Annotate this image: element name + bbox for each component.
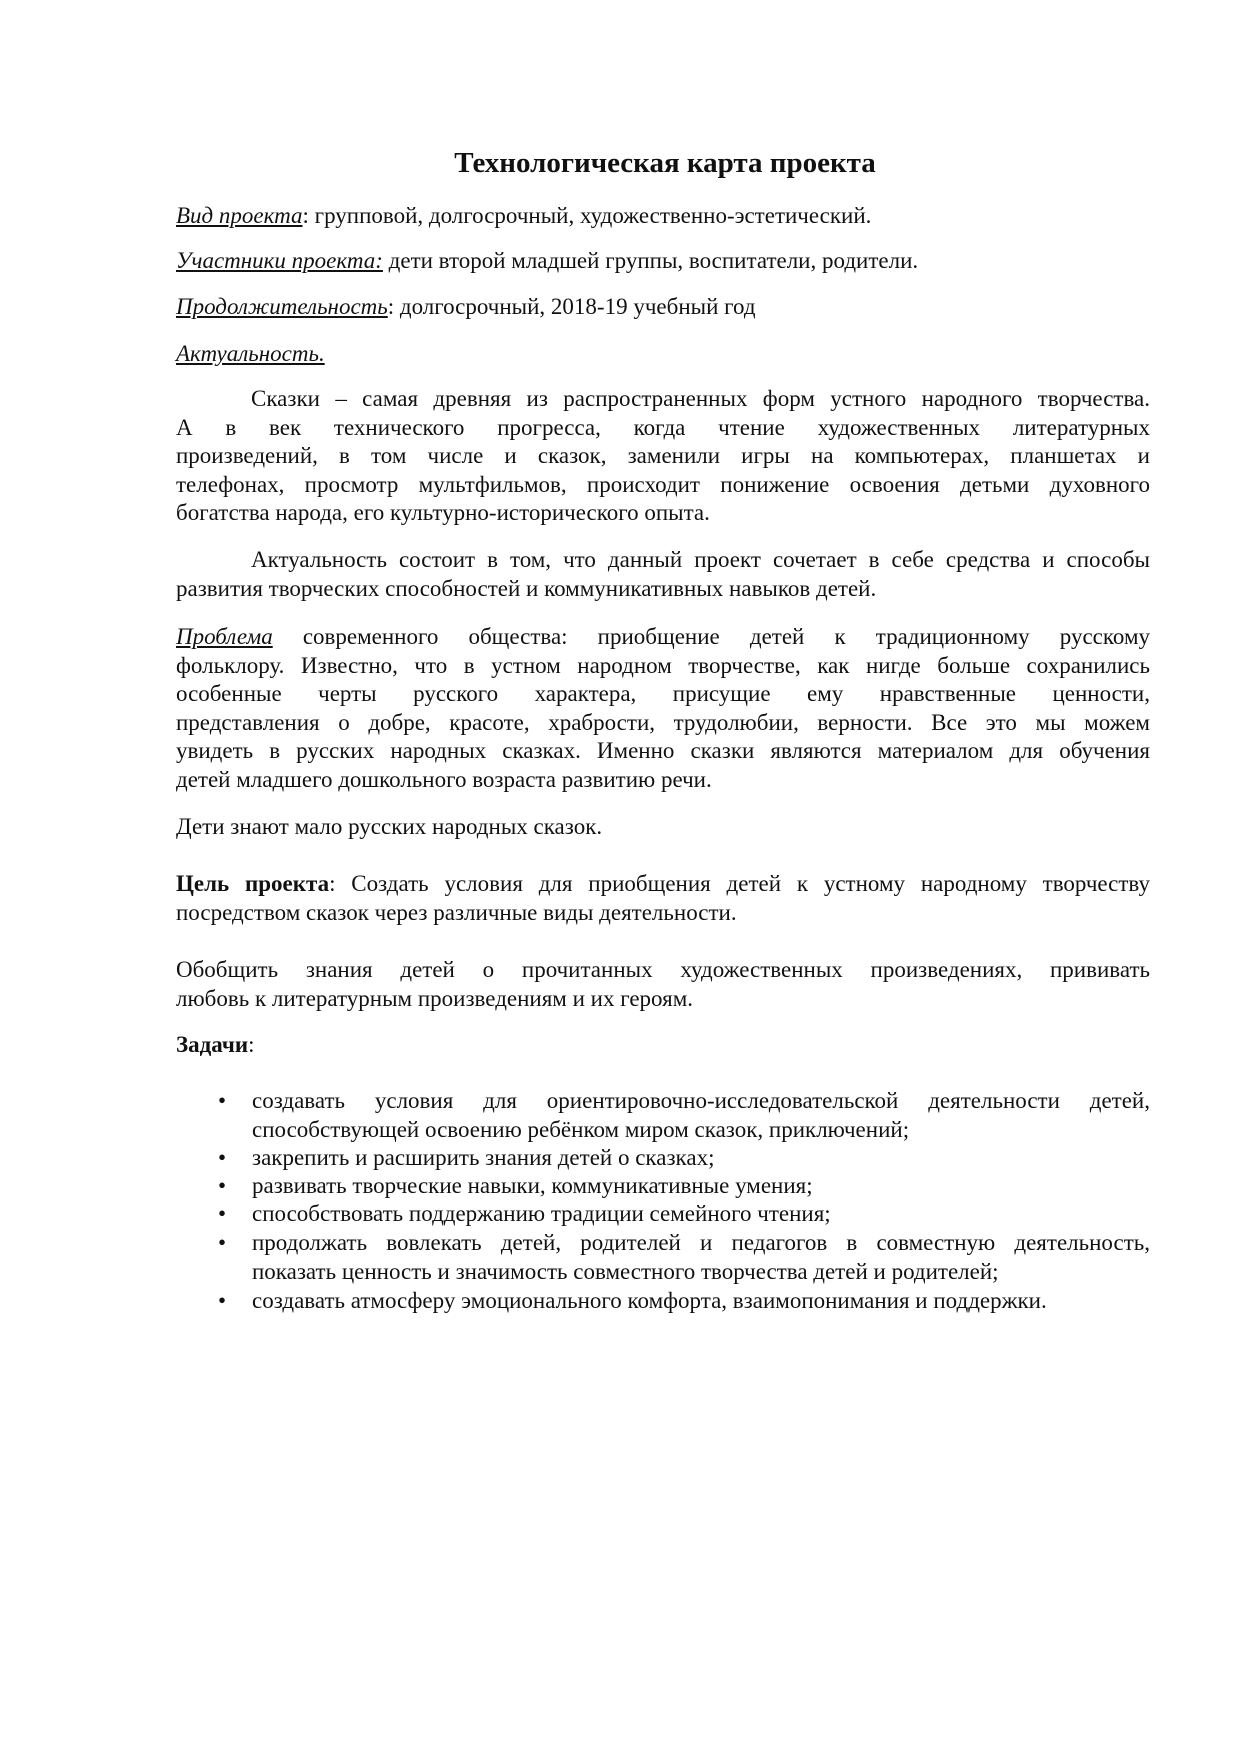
project-type: [176, 202, 1150, 231]
duration-value: : долгосрочный, 2018-19 учебный год: [387, 294, 756, 319]
text-line: детей младшего дошкольного возраста развитию речи.: [176, 766, 712, 792]
bullet-icon: •: [218, 1173, 227, 1198]
relevance-label: Актуальность.: [176, 341, 325, 366]
participants: [176, 247, 1150, 276]
text-line: богатства народа, его культурно-исторического опыта.: [176, 500, 710, 526]
participants-value: дети второй младшей группы, воспитатели, родители.: [382, 248, 919, 273]
bullet-icon: •: [218, 1230, 227, 1255]
task-item: [218, 1087, 1150, 1144]
text-line: развивать творческие навыки, коммуникативные умения;: [252, 1173, 813, 1198]
participants-label: Участники проекта:: [176, 248, 383, 273]
text-line: Дети знают мало русских народных сказок.: [176, 814, 603, 839]
project-type-value: : групповой, долгосрочный, художественно-эстетический.: [302, 203, 872, 228]
problem-label: Проблема: [176, 624, 273, 649]
text-line: способствовать поддержанию традиции семейного чтения;: [252, 1201, 831, 1226]
bullet-icon: •: [218, 1145, 227, 1170]
text-line: А в век технического прогресса, когда чтение художественных литературных: [176, 414, 1150, 440]
text-line: способствующей освоению ребёнком миром сказок, приключений;: [252, 1116, 910, 1142]
task-item: [218, 1287, 1150, 1316]
text-line: фольклору. Известно, что в устном народном творчестве, как нигде больше сохранились: [176, 652, 1150, 678]
text-line: современного общества: приобщение детей к традиционному русскому: [272, 624, 1150, 649]
tasks-label: Задачи: [176, 1032, 249, 1057]
page-title: Технологическая карта проекта: [454, 147, 876, 179]
text-line: посредством сказок через различные виды деятельности.: [176, 899, 737, 925]
text-line: произведений, в том числе и сказок, заменили игры на компьютерах, планшетах и: [176, 443, 1150, 469]
task-item: [218, 1200, 1150, 1229]
paragraph-kids-know: [176, 813, 1150, 842]
paragraph-problem: [176, 623, 1150, 795]
paragraph-goal: [176, 870, 1150, 927]
text-line: Актуальность состоит в том, что данный проект сочетает в себе средства и способы: [251, 547, 1150, 572]
paragraph-relevance-1: [176, 385, 1150, 528]
relevance-heading: [176, 340, 1150, 369]
paragraph-generalize: [176, 956, 1150, 1013]
text-line: телефонах, просмотр мультфильмов, происходит понижение освоения детьми духовного: [176, 471, 1150, 497]
duration: [176, 293, 1150, 322]
bullet-icon: •: [218, 1088, 227, 1113]
task-item: [218, 1229, 1150, 1286]
bullet-icon: •: [218, 1201, 227, 1226]
tasks-heading: [176, 1031, 1150, 1060]
text-line: показать ценность и значимость совместного творчества детей и родителей;: [252, 1258, 999, 1284]
text-line: представления о добре, красоте, храбрости, трудолюбии, верности. Все это мы можем: [176, 709, 1150, 735]
text-line: Сказки – самая древняя из распространенных форм устного народного творчества.: [251, 386, 1150, 411]
task-item: [218, 1172, 1150, 1201]
task-item: [218, 1144, 1150, 1173]
text-line: особенные черты русского характера, присущие ему нравственные ценности,: [176, 681, 1150, 707]
text-line: создавать условия для ориентировочно-исследовательской деятельности детей,: [252, 1088, 1150, 1113]
bullet-icon: •: [218, 1288, 227, 1313]
text-line: закрепить и расширить знания детей о сказках;: [252, 1145, 715, 1170]
tasks-colon: :: [248, 1032, 255, 1057]
text-line: развития творческих способностей и коммуникативных навыков детей.: [176, 575, 877, 601]
goal-label: Цель проекта: [176, 871, 330, 896]
text-line: : Создать условия для приобщения детей к устному народному творчеству: [329, 871, 1151, 896]
text-line: продолжать вовлекать детей, родителей и педагогов в совместную деятельность,: [252, 1230, 1150, 1255]
project-type-label: Вид проекта: [176, 203, 303, 228]
paragraph-relevance-2: [176, 546, 1150, 603]
duration-label: Продолжительность: [176, 294, 388, 319]
text-line: любовь к литературным произведениям и их героям.: [176, 985, 694, 1011]
text-line: создавать атмосферу эмоционального комфорта, взаимопонимания и поддержки.: [252, 1288, 1047, 1313]
text-line: увидеть в русских народных сказках. Именно сказки являются материалом для обучения: [176, 738, 1150, 764]
text-line: Обобщить знания детей о прочитанных художественных произведениях, прививать: [176, 957, 1150, 982]
